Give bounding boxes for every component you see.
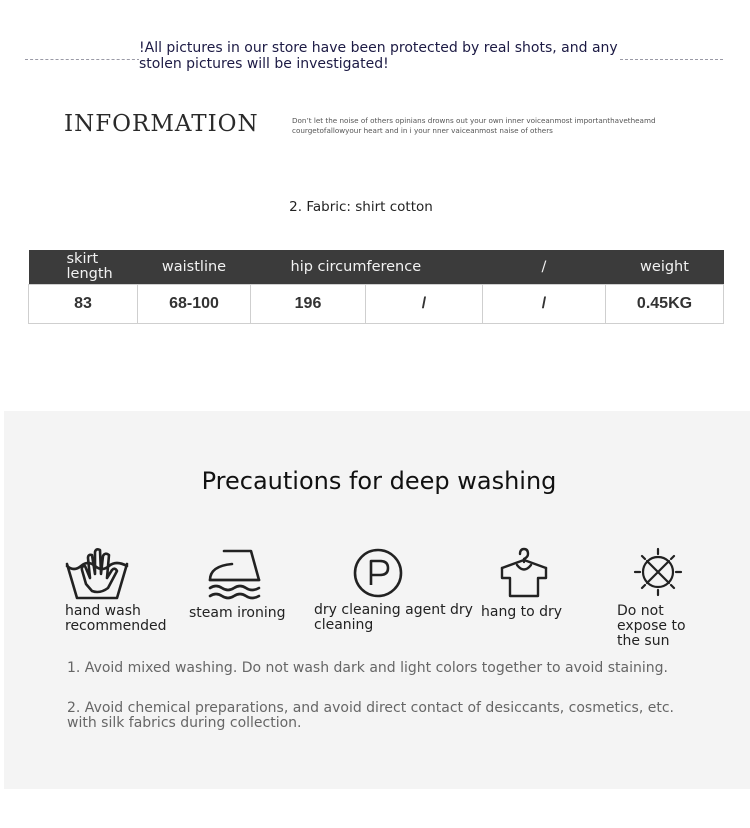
no-sun-label: Do not expose to the sun [617, 603, 686, 649]
dry-clean-p-icon [352, 547, 404, 599]
cell-hip-circumference: 196 [251, 285, 366, 324]
cell-waistline: 68-100 [138, 285, 251, 324]
washing-note-2: 2. Avoid chemical preparations, and avoid direct contact of desiccants, cosmetics, etc. with silk fabrics during collection. [67, 700, 674, 731]
cell-weight: 0.45KG [606, 285, 724, 324]
no-sun-icon [633, 546, 683, 598]
hand-wash-label: hand wash recommended [65, 603, 167, 634]
header-slash-2: / [483, 250, 606, 285]
information-heading: INFORMATION [64, 111, 259, 137]
cell-slash-2: / [483, 285, 606, 324]
steam-iron-label: steam ironing [189, 605, 286, 621]
table-row [29, 285, 724, 324]
header-waistline: waistline [138, 250, 251, 285]
washing-title: Precautions for deep washing [201, 467, 557, 495]
header-skirt-length: skirt length [29, 250, 138, 285]
steam-iron-icon [206, 548, 264, 600]
size-table-header [29, 250, 724, 285]
copyright-notice: !All pictures in our store have been protected by real shots, and any stolen pictures will be investigated! [139, 40, 618, 72]
size-table [28, 250, 724, 324]
header-hip-circumference: hip circumference [251, 250, 366, 285]
fabric-text: 2. Fabric: shirt cotton [289, 199, 433, 215]
cell-skirt-length: 83 [29, 285, 138, 324]
hand-wash-icon [64, 546, 130, 602]
information-text: Don’t let the noise of others opinians drowns out your own inner voiceanmost importanthavetheamd courgetofallowyour heart and in i your nner vaiceanmost naise of others [292, 116, 656, 135]
washing-note-1: 1. Avoid mixed washing. Do not wash dark and light colors together to avoid staining. [67, 660, 668, 676]
cell-slash-1: / [366, 285, 483, 324]
header-weight: weight [606, 250, 724, 285]
notice-divider-left [25, 59, 140, 60]
dry-clean-label: dry cleaning agent dry cleaning [314, 602, 473, 633]
fabric-line [0, 199, 750, 215]
hang-dry-icon [498, 546, 550, 600]
hang-dry-label: hang to dry [481, 604, 563, 620]
